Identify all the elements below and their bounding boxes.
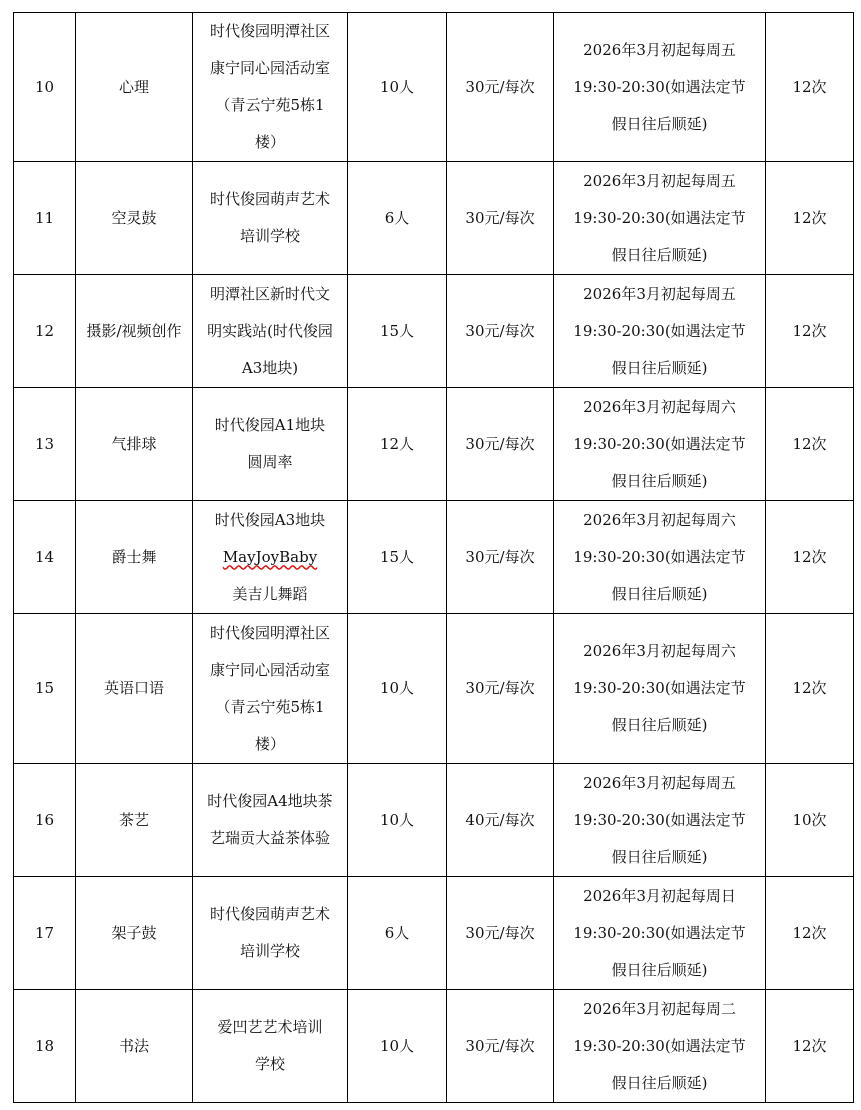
course-name: 空灵鼓: [76, 162, 193, 275]
fee: 30元/每次: [447, 13, 554, 162]
course-location: [193, 13, 348, 162]
course-name: 气排球: [76, 388, 193, 501]
time-line: 假日往后顺延): [611, 358, 708, 377]
time-line: 19:30-20:30(如遇法定节: [573, 810, 746, 829]
session-count: 12次: [766, 388, 854, 501]
fee: 30元/每次: [447, 501, 554, 614]
course-location: [193, 275, 348, 388]
capacity: 15人: [348, 275, 447, 388]
fee: 30元/每次: [447, 614, 554, 764]
schedule-time: [554, 614, 766, 764]
course-location: [193, 614, 348, 764]
fee: 30元/每次: [447, 162, 554, 275]
time-line: 19:30-20:30(如遇法定节: [573, 77, 746, 96]
location-line: 时代俊园明潭社区: [209, 623, 330, 642]
fee: 30元/每次: [447, 388, 554, 501]
time-line: 2026年3月初起每周五: [583, 171, 736, 190]
course-location: [193, 501, 348, 614]
session-count: 12次: [766, 877, 854, 990]
schedule-time: [554, 877, 766, 990]
session-count: 12次: [766, 614, 854, 764]
course-schedule-table: [13, 12, 854, 1103]
course-location: [193, 990, 348, 1103]
location-line: 楼）: [254, 133, 285, 151]
time-line: 2026年3月初起每周五: [583, 40, 736, 59]
row-number: 15: [14, 614, 76, 764]
capacity: 15人: [348, 501, 447, 614]
location-line: 培训学校: [239, 942, 300, 960]
schedule-time: [554, 162, 766, 275]
course-name: 爵士舞: [76, 501, 193, 614]
location-line: 时代俊园A4地块茶: [207, 792, 333, 810]
time-line: 19:30-20:30(如遇法定节: [573, 923, 746, 942]
time-line: 19:30-20:30(如遇法定节: [573, 1036, 746, 1055]
table-row: [14, 388, 854, 501]
time-line: 假日往后顺延): [611, 471, 708, 490]
location-line: 培训学校: [239, 227, 300, 245]
location-line: 时代俊园A3地块: [214, 510, 326, 529]
table-row: [14, 162, 854, 275]
session-count: 12次: [766, 501, 854, 614]
time-line: 假日往后顺延): [611, 584, 708, 603]
time-line: 19:30-20:30(如遇法定节: [573, 547, 746, 566]
row-number: 12: [14, 275, 76, 388]
row-number: 18: [14, 990, 76, 1103]
course-name: 架子鼓: [76, 877, 193, 990]
schedule-time: [554, 388, 766, 501]
capacity: 10人: [348, 764, 447, 877]
location-line: A3地块): [241, 358, 299, 377]
location-line: 楼）: [254, 734, 285, 753]
course-location: [193, 764, 348, 877]
location-line: 明潭社区新时代文: [209, 284, 330, 303]
time-line: 假日往后顺延): [611, 1073, 708, 1092]
session-count: 12次: [766, 990, 854, 1103]
time-line: 19:30-20:30(如遇法定节: [573, 434, 746, 453]
time-line: 假日往后顺延): [611, 960, 708, 979]
table-row: [14, 501, 854, 614]
time-line: 假日往后顺延): [611, 114, 708, 133]
fee: 30元/每次: [447, 877, 554, 990]
course-name: 心理: [76, 13, 193, 162]
capacity: 10人: [348, 614, 447, 764]
course-location: [193, 388, 348, 501]
location-line: 圆周率: [247, 453, 293, 471]
location-line: 美吉儿舞蹈: [232, 584, 308, 603]
time-line: 19:30-20:30(如遇法定节: [573, 208, 746, 227]
capacity: 10人: [348, 990, 447, 1103]
course-location: [193, 162, 348, 275]
time-line: 2026年3月初起每周五: [583, 284, 736, 303]
capacity: 10人: [348, 13, 447, 162]
course-name: 英语口语: [76, 614, 193, 764]
course-name: 摄影/视频创作: [76, 275, 193, 388]
row-number: 17: [14, 877, 76, 990]
table-row: [14, 275, 854, 388]
fee: 40元/每次: [447, 764, 554, 877]
course-name: 书法: [76, 990, 193, 1103]
time-line: 假日往后顺延): [611, 245, 708, 264]
location-line: 康宁同心园活动室: [209, 59, 330, 77]
location-line: 明实践站(时代俊园: [207, 321, 333, 340]
time-line: 2026年3月初起每周六: [583, 642, 736, 660]
session-count: 12次: [766, 162, 854, 275]
schedule-time: [554, 13, 766, 162]
session-count: 12次: [766, 275, 854, 388]
course-location: [193, 877, 348, 990]
time-line: 2026年3月初起每周二: [583, 999, 736, 1018]
time-line: 2026年3月初起每周六: [583, 397, 736, 416]
fee: 30元/每次: [447, 990, 554, 1103]
time-line: 2026年3月初起每周日: [583, 886, 736, 905]
capacity: 6人: [348, 877, 447, 990]
table-row: [14, 764, 854, 877]
table-row: [14, 990, 854, 1103]
time-line: 19:30-20:30(如遇法定节: [573, 321, 746, 340]
location-line: 爱凹艺艺术培训: [217, 1018, 323, 1036]
table-row: [14, 13, 854, 162]
capacity: 12人: [348, 388, 447, 501]
location-line: （青云宁苑5栋1: [215, 697, 325, 716]
location-line: 时代俊园萌声艺术: [209, 190, 330, 208]
location-line: 时代俊园萌声艺术: [209, 905, 330, 923]
schedule-time: [554, 501, 766, 614]
row-number: 16: [14, 764, 76, 877]
session-count: 10次: [766, 764, 854, 877]
location-line: 时代俊园A1地块: [214, 416, 326, 434]
fee: 30元/每次: [447, 275, 554, 388]
row-number: 14: [14, 501, 76, 614]
time-line: 2026年3月初起每周五: [583, 773, 736, 792]
location-line: 学校: [254, 1055, 285, 1073]
location-line: （青云宁苑5栋1: [215, 96, 325, 114]
row-number: 10: [14, 13, 76, 162]
capacity: 6人: [348, 162, 447, 275]
location-line: 康宁同心园活动室: [209, 660, 330, 679]
location-line: 时代俊园明潭社区: [209, 22, 330, 40]
schedule-time: [554, 990, 766, 1103]
course-name: 茶艺: [76, 764, 193, 877]
time-line: 2026年3月初起每周六: [583, 510, 736, 529]
table-row: [14, 614, 854, 764]
time-line: 假日往后顺延): [611, 847, 708, 866]
schedule-time: [554, 275, 766, 388]
location-line: MayJoyBaby: [222, 547, 318, 566]
row-number: 11: [14, 162, 76, 275]
time-line: 19:30-20:30(如遇法定节: [573, 679, 746, 697]
row-number: 13: [14, 388, 76, 501]
time-line: 假日往后顺延): [611, 716, 708, 734]
table-body: [14, 13, 854, 1103]
location-line: 艺瑞贡大益茶体验: [209, 829, 330, 847]
table-row: [14, 877, 854, 990]
session-count: 12次: [766, 13, 854, 162]
schedule-time: [554, 764, 766, 877]
